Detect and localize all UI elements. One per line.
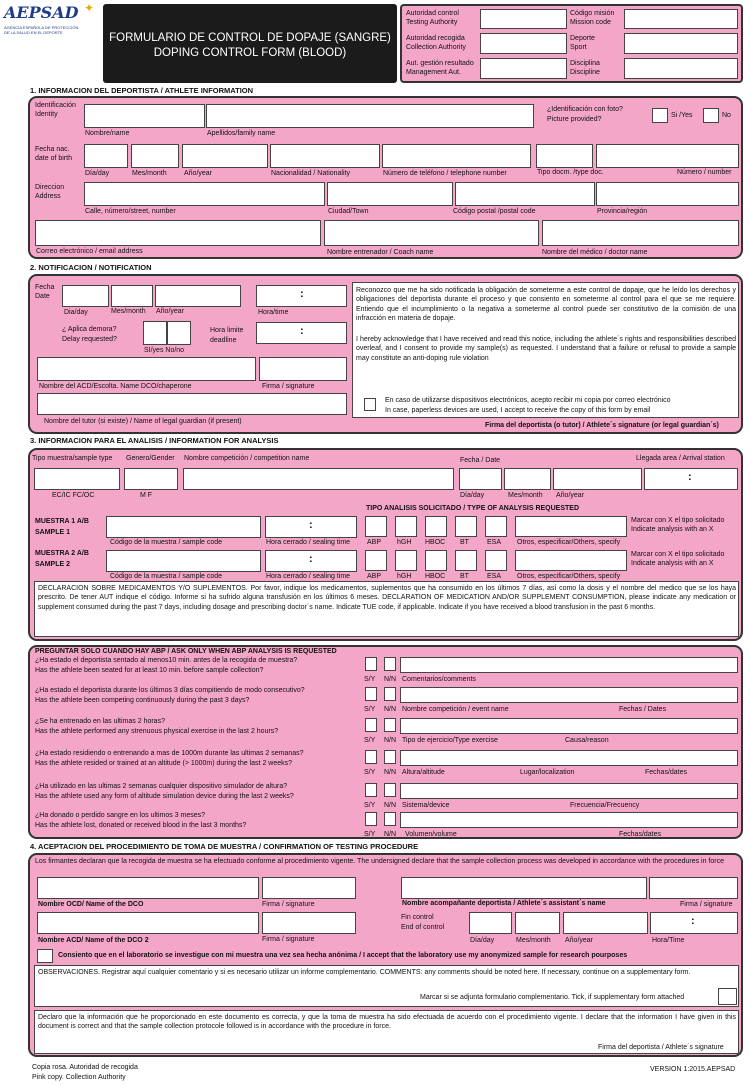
notification-day-label: Dia/day [64,309,88,316]
testing-authority-label: Autoridad control [406,10,459,17]
end-day-field[interactable] [469,912,512,934]
first-name-label: Nombre/name [85,130,130,137]
notice-es-text: Reconozco que me ha sido notificada la obligación de someterme a este control de dopaje, que he leído los derechos y obligaciones del deportista durante el proceso y que consiento en someterme al control para el que se me requiere. Entiendo que el incumplimiento o la negativa a someterme al control puede ser constitutivo de la comisión de una infracción en materia de dopaje. [356,287,736,323]
sample1-abp-checkbox[interactable] [365,516,387,537]
abp-question-3-answer-field[interactable] [400,718,738,734]
notice-en-text: I hereby acknowledge that I have received and read this notice, including the athlete´s rights and responsibilities described overleaf, and I consent to provide my sample(s) as requested. I understand that a failure or refusal to provide a sample may constitute an anti-doping rule violation [356,336,736,362]
abp-question-2-answer-field[interactable] [400,687,738,703]
version-label: VERSION 1:2015.AEPSAD [650,1066,736,1073]
sample2-bt-label: BT [460,573,469,580]
electronic-copy-label: En caso de utilizarse dispositivos electrónicos, acepto recibir mi copia por correo electrónico [385,397,671,404]
ecic-label: EC/IC FC/OC [52,492,95,499]
collection-authority-label-en: Collection Authority [406,44,466,51]
end-year-field[interactable] [563,912,648,934]
abp-question-5-nn-label: N/N [384,802,397,809]
procedure-intro: Los firmantes declaran que la recogida de muestra se ha efectuado conforme al procedimiento vigente. The undersigned declare that the sample collection process was developed in accordance with the procedures in force [35,858,724,865]
last-name-label: Apellidos/family name [207,130,276,137]
medication-declaration-text: DECLARACION SOBRE MEDICAMENTOS Y/O SUPLEMENTOS. Por favor, indique los medicamentos, suplementos que ha consumido en los últimos 7 días, así como la dosis y el nombre del medico que se los haya prescrito. De tener AUT indique el código. Informe si ha sufrido alguna transfusión en los últimos 6 meses. DECLARATION OF MEDICATION AND/OR SUPPLEMENT CONSUMPTION, please indicate any medication or supplement consumed during the past 7 days, including dosage and prescribing doctor´s name. Indicate TUE code, if applicable. Indicate if you have received a blood transfusion in the past 6 months. [38,585,736,611]
abp-question-3-yes-checkbox[interactable] [365,718,377,732]
abp-question-4-answer-label-2: Lugar/localization [520,769,575,776]
mf-label: M F [140,492,153,499]
abp-question-3-answer-label-2: Causa/reason [565,737,609,744]
abp-question-5-answer-field[interactable] [400,783,738,799]
assistant-signature-label: Firma / signature [680,901,733,908]
doc-type-label: Tipo docm. /type doc. [537,169,604,176]
sample2-hgh-label: hGH [397,573,412,580]
analysis-month-field[interactable] [504,468,551,490]
abp-question-1-answer-field[interactable] [400,657,738,673]
abp-question-3-sy-label: S/Y [364,737,376,744]
abp-question-2-answer-label-2: Fechas / Dates [619,706,667,713]
sample1-mark-label: Marcar con X el tipo solicitado [631,517,725,524]
assistant-name-label: Nombre acompañante deportista / Athlete´s assistant´s name [402,900,606,907]
sample1-label-en: SAMPLE 1 [35,529,71,536]
sample2-sealing-label: Hora cerrado / sealing time [266,573,351,580]
doc-number-field[interactable] [596,144,739,168]
arrival-colon: : [688,471,692,483]
sport-label: Deporte [570,35,595,42]
logo-sub2: DE LA SALUD EN EL DEPORTE [4,30,63,35]
dco2-signature-label: Firma / signature [262,936,315,943]
email-label: Correo electrónico / email address [36,248,143,255]
testing-authority-field[interactable] [480,9,567,29]
dco-name-field[interactable] [37,357,256,381]
final-declaration-text: Declaro que la información que he proporcionado en este documento es correcta, y que la toma de muestra ha sido efectuada de acuerdo con el procedimiento vigente. I declare that the information I have given in this document is correct and that the sample collection protocole followed is in accordance with the procedure in force. [38,1014,736,1031]
logo-name: AEPSAD [4,3,79,22]
dob-year-label: Año/year [184,170,213,177]
sample1-label: MUESTRA 1 A/B [35,518,89,525]
sample2-hboc-checkbox[interactable] [425,550,447,571]
address-label: Direccion [35,184,65,191]
sample1-hboc-checkbox[interactable] [425,516,447,537]
sample1-abp-label: ABP [367,539,382,546]
title-en: DOPING CONTROL FORM (BLOOD) [153,47,347,59]
abp-question-2-en: Has the athlete been competing continuously during the past 3 days? [35,697,250,704]
sample-type-field[interactable] [34,468,120,490]
sample2-others-label: Otros, especificar/Others, specify [517,573,621,580]
sample2-bt-checkbox[interactable] [455,550,477,571]
sample1-hgh-checkbox[interactable] [395,516,417,537]
address-label-en: Address [35,193,61,200]
analysis-date-label: Fecha / Date [460,457,501,464]
section4-panel [28,853,743,1057]
footer-copy-label-en: Pink copy. Collection Authority [32,1074,126,1081]
abp-question-4-sy-label: S/Y [364,769,376,776]
notification-year-label: Año/year [156,308,185,315]
observations-field[interactable] [34,965,739,1007]
end-month-field[interactable] [515,912,560,934]
dob-month-field[interactable] [131,144,179,168]
discipline-field[interactable] [624,58,738,79]
abp-question-1-es: ¿Ha estado el deportista sentado al menos10 min. antes de la recogida de muestra? [35,657,298,664]
guardian-name-label: Nombre del tutor (si existe) / Name of legal guardian (if present) [44,418,242,425]
doctor-label: Nombre del médico / doctor name [542,249,648,256]
sample1-esa-label: ESA [487,539,502,546]
notification-time-label: Hora/time [258,309,289,316]
province-label: Provincia/región [597,208,648,215]
collection-authority-label: Autoridad recogida [406,35,465,42]
sample2-colon: : [309,553,313,565]
abp-question-5-en: Has the athlete used any form of altitude simulation device during the last 2 weeks? [35,793,294,800]
mission-code-field[interactable] [624,9,738,29]
abp-question-5-sy-label: S/Y [364,802,376,809]
doc-number-label: Número / number [677,169,732,176]
discipline-label-en: Discipline [570,69,600,76]
sample2-label: MUESTRA 2 A/B [35,550,89,557]
end-year-label: Año/year [565,937,594,944]
abp-question-2-nn-label: N/N [384,706,397,713]
logo [4,1,99,64]
analysis-type-title: TIPO ANALISIS SOLICITADO / TYPE OF ANALYSIS REQUESTED [366,505,580,512]
sample2-label-en: SAMPLE 2 [35,561,71,568]
authority-panel [400,4,743,83]
sample1-bt-label: BT [460,539,469,546]
sample2-hgh-checkbox[interactable] [395,550,417,571]
sample1-colon: : [309,519,313,531]
sport-label-en: Sport [570,44,587,51]
identity-label: Identity [35,111,58,118]
observations-text: OBSERVACIONES. Registrar aquí cualquier comentario y si es necesario utilizar un informe complementario. COMMENTS: any comments should be noted here. If necessary, continue on a supplementary form. [38,969,691,976]
analysis-year-field[interactable] [553,468,642,490]
delay-yesno-label: SI/yes No/no [144,347,185,354]
abp-question-6-no-checkbox[interactable] [384,812,396,826]
street-field[interactable] [84,182,325,206]
first-name-field[interactable] [84,104,205,128]
abp-question-4-yes-checkbox[interactable] [365,750,377,764]
dob-year-field[interactable] [182,144,268,168]
delay-yes-checkbox[interactable] [143,321,167,345]
phone-field[interactable] [382,144,531,168]
abp-question-6-nn-label: N/N [384,831,397,838]
section3-panel [28,448,743,641]
section2-panel [28,274,743,434]
end-time-label: Hora/Time [652,937,685,944]
abp-question-5-no-checkbox[interactable] [384,783,396,797]
assistant-signature-field[interactable] [649,877,738,899]
electronic-copy-label-en: In case, paperless devices are used, I accept to receive the copy of this form by email [385,407,651,414]
analysis-day-field[interactable] [459,468,502,490]
footer-copy-label: Copia rosa. Autoridad de recogida [32,1064,138,1071]
final-declaration-box [34,1010,739,1054]
abp-question-2-no-checkbox[interactable] [384,687,396,701]
sample-type-label: Tipo muestra/sample type [32,455,113,462]
dob-label-en: date of birth [35,155,72,162]
results-authority-label-en: Management Aut. [406,69,461,76]
section3-title: 3. INFORMACION PARA EL ANALISIS / INFORMATION FOR ANALYSIS [30,436,279,445]
abp-question-6-es: ¿Ha donado o perdido sangre en los ultimos 3 meses? [35,812,206,819]
abp-question-4-answer-field[interactable] [400,750,738,766]
final-athlete-signature-label: Firma del deportista / Athlete´s signature [598,1044,724,1051]
abp-question-3-es: ¿Se ha entrenado en las ultimas 2 horas? [35,718,165,725]
abp-question-6-answer-label-2: Fechas/dates [619,831,662,838]
abp-question-3-en: Has the athlete performed any strenuous physical exercise in the last 2 hours? [35,728,279,735]
arrival-label: Llegada area / Arrival station [636,455,725,462]
abp-panel [28,645,743,839]
deadline-label: Hora limite [210,327,244,334]
street-label: Calle, número/street, number [85,208,176,215]
sample1-bt-checkbox[interactable] [455,516,477,537]
supplementary-form-checkbox[interactable] [718,988,737,1005]
deadline-label-en: deadline [210,337,237,344]
abp-question-4-answer-label-3: Fechas/dates [645,769,688,776]
abp-question-4-nn-label: N/N [384,769,397,776]
abp-question-6-answer-field[interactable] [400,812,738,828]
delay-label: ¿ Aplica demora? [62,326,117,333]
discipline-label: Disciplina [570,60,600,67]
section1-panel [28,96,743,259]
abp-question-2-es: ¿Ha estado el deportista durante los últimos 3 días compitiendo de modo consecutivo? [35,687,305,694]
electronic-copy-checkbox[interactable] [364,398,376,411]
supplementary-form-label: Marcar si se adjunta formulario complementario. Tick, if supplementary form attached [420,994,685,1001]
abp-question-1-no-checkbox[interactable] [384,657,396,671]
abp-question-4-en: Has the athlete resided or trained at an altitude (> 1000m) during the last 2 weeks? [35,760,293,767]
sample1-esa-checkbox[interactable] [485,516,507,537]
abp-question-6-yes-checkbox[interactable] [365,812,377,826]
sample2-esa-label: ESA [487,573,502,580]
delay-label-en: Delay requested? [62,336,117,343]
abp-question-5-answer-label-2: Frecuencia/Frecuency [570,802,640,809]
delay-no-checkbox[interactable] [167,321,191,345]
sample1-others-field[interactable] [515,516,627,537]
abp-question-1-answer-label-1: Comentarios/comments [402,676,476,683]
section2-title: 2. NOTIFICACION / NOTIFICATION [30,263,152,272]
assistant-name-field[interactable] [401,877,647,899]
notification-date-label: Fecha [35,284,55,291]
identification-label: Identificación [35,102,76,109]
sample1-code-field[interactable] [106,516,261,538]
city-label: Ciudad/Town [328,208,369,215]
sample2-esa-checkbox[interactable] [485,550,507,571]
sample1-mark-label-en: Indicate analysis with an X [631,526,714,533]
sample2-code-label: Código de la muestra / sample code [110,573,223,580]
dob-month-label: Mes/month [132,170,167,177]
guardian-name-field[interactable] [37,393,347,415]
coach-field[interactable] [324,220,539,246]
sample2-others-field[interactable] [515,550,627,571]
abp-question-2-answer-label-1: Nombre competición / event name [402,706,509,713]
notification-year-field[interactable] [155,285,241,307]
gender-label: Genero/Gender [126,455,175,462]
analysis-day-label: Día/day [460,492,485,499]
doctor-field[interactable] [542,220,739,246]
sample1-code-label: Código de la muestra / sample code [110,539,223,546]
dob-label: Fecha nac. [35,146,70,153]
dob-day-field[interactable] [84,144,128,168]
results-authority-label: Aut. gestión resultado [406,60,474,67]
photo-no-checkbox[interactable] [703,108,719,123]
analysis-month-label: Mes/month [508,492,543,499]
athlete-signature-label: Firma del deportista (o tutor) / Athlete´s signature (or legal guardian´s) [485,422,719,429]
deadline-colon: : [300,325,304,337]
research-consent-label: Consiento que en el laboratorio se investigue con mi muestra una vez sea hecha anónima / I accept that the laboratory use my anonymized sample for research pourposes [58,952,628,959]
abp-question-2-yes-checkbox[interactable] [365,687,377,701]
abp-question-1-en: Has the athlete been seated for at least 10 min. before sample collection? [35,667,264,674]
sample1-others-label: Otros, especificar/Others, specify [517,539,621,546]
abp-question-1-nn-label: N/N [384,676,397,683]
doc-type-field[interactable] [536,144,593,168]
mission-code-label: Código misión [570,10,615,17]
dco2-name-field[interactable] [37,912,259,934]
sport-field[interactable] [624,33,738,54]
abp-question-6-sy-label: S/Y [364,831,376,838]
end-day-label: Día/day [470,937,495,944]
notification-month-label: Mes/month [111,308,146,315]
dco2-name-label: Nombre ACD/ Name of the DCO 2 [38,937,149,944]
end-time-colon: : [691,915,695,927]
abp-question-5-es: ¿Ha utilizado en las ultimas 2 semanas cualquier dispositivo simulador de altura? [35,783,288,790]
research-consent-checkbox[interactable] [37,949,53,963]
collection-authority-field[interactable] [480,33,567,54]
abp-title: PREGUNTAR SOLO CUANDO HAY ABP / ASK ONLY WHEN ABP ANALYSIS IS REQUESTED [35,648,337,655]
dco-signature-field[interactable] [259,357,347,381]
sample2-mark-label-en: Indicate analysis with an X [631,560,714,567]
postal-code-label: Código postal /postal code [453,208,536,215]
abp-question-6-en: Has the athlete lost, donated or received blood in the last 3 months? [35,822,247,829]
photo-question-label-en: Picture provided? [547,116,602,123]
abp-question-1-sy-label: S/Y [364,676,376,683]
time-colon: : [300,288,304,300]
end-control-label-en: End of control [401,924,445,931]
abp-question-5-yes-checkbox[interactable] [365,783,377,797]
gender-field[interactable] [124,468,178,490]
city-field[interactable] [327,182,453,206]
nationality-field[interactable] [270,144,380,168]
end-month-label: Mes/month [516,937,551,944]
sample2-hboc-label: HBOC [425,573,446,580]
dco-signature-label: Firma / signature [262,383,315,390]
last-name-field[interactable] [206,104,534,128]
competition-field[interactable] [183,468,454,490]
sample1-hboc-label: HBOC [425,539,446,546]
abp-question-3-nn-label: N/N [384,737,397,744]
abp-question-4-es: ¿Ha estado residiendo o entrenando a mas de 1000m durante las ultimas 2 semanas? [35,750,304,757]
postal-code-field[interactable] [455,182,595,206]
sample2-abp-checkbox[interactable] [365,550,387,571]
abp-question-4-no-checkbox[interactable] [384,750,396,764]
dco-name-label: Nombre del ACD/Escolta. Name DCO/chaperone [39,383,192,390]
dco2-signature-field[interactable] [262,912,356,934]
notification-month-field[interactable] [111,285,153,307]
abp-question-2-sy-label: S/Y [364,706,376,713]
logo-star-icon: ✦ [84,1,95,15]
abp-question-4-answer-label-1: Altura/altitude [402,769,445,776]
photo-no-label: No [722,112,731,119]
photo-question-label: ¿Identificación con foto? [547,106,623,113]
section4-title: 4. ACEPTACION DEL PROCEDIMIENTO DE TOMA DE MUESTRA / CONFIRMATION OF TESTING PROCEDURE [30,842,419,851]
dco-name-2-label: Nombre OCD/ Name of the DCO [38,901,144,908]
title-block [103,4,397,83]
abp-question-3-no-checkbox[interactable] [384,718,396,732]
dco-signature-2-field[interactable] [262,877,356,899]
sample1-sealing-label: Hora cerrado / sealing time [266,539,351,546]
photo-yes-label: Si /Yes [671,112,693,119]
coach-label: Nombre entrenador / Coach name [327,249,434,256]
notification-day-field[interactable] [62,285,109,307]
abp-question-5-answer-label-1: Sistema/device [402,802,450,809]
medication-declaration-field[interactable] [34,581,739,637]
phone-label: Número de teléfono / telephone number [383,170,507,177]
abp-question-6-answer-label-1: Volumen/volume [405,831,457,838]
results-authority-field[interactable] [480,58,567,79]
title-es: FORMULARIO DE CONTROL DE DOPAJE (SANGRE) [109,32,391,44]
notice-box [352,282,739,418]
photo-yes-checkbox[interactable] [652,108,668,123]
section1-title: 1. INFORMACION DEL DEPORTISTA / ATHLETE INFORMATION [30,86,254,95]
analysis-year-label: Año/year [556,492,585,499]
testing-authority-label-en: Testing Authority [406,19,458,26]
dco-name-2-field[interactable] [37,877,259,899]
dco-signature-2-label: Firma / signature [262,901,315,908]
sample2-abp-label: ABP [367,573,382,580]
logo-sub1: AGENCIA ESPAÑOLA DE PROTECCIÓN [4,25,79,30]
province-field[interactable] [596,182,739,206]
abp-question-3-answer-label-1: Tipo de ejercicio/Type exercise [402,737,498,744]
sample1-hgh-label: hGH [397,539,412,546]
sample2-mark-label: Marcar con X el tipo solicitado [631,551,725,558]
mission-code-label-en: Mission code [570,19,611,26]
abp-question-1-yes-checkbox[interactable] [365,657,377,671]
sample2-code-field[interactable] [106,550,261,572]
competition-label: Nombre competición / competition name [184,455,310,462]
notification-date-label-en: Date [35,293,50,300]
dob-day-label: Día/day [85,170,110,177]
nationality-label: Nacionalidad / Nationality [271,170,350,177]
end-control-label: Fin control [401,914,434,921]
email-field[interactable] [35,220,321,246]
